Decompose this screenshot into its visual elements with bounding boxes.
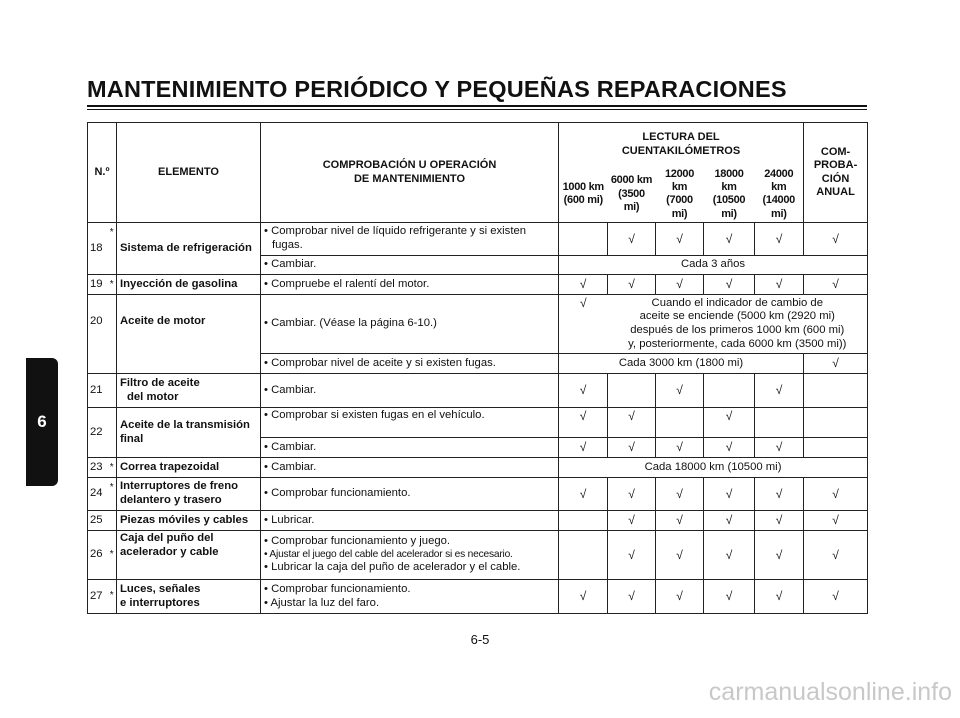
check-mark: √ bbox=[608, 531, 656, 580]
asterisk-empty bbox=[108, 408, 117, 458]
check-mark: √ bbox=[559, 295, 608, 354]
row-number: 18 bbox=[88, 223, 108, 275]
header-num: N.º bbox=[88, 123, 117, 223]
check-mark: √ bbox=[559, 438, 608, 458]
row-number: 19 bbox=[88, 275, 108, 295]
header-annual-line2: PROBA- bbox=[813, 159, 858, 172]
header-odometer-line2: CUENTAKILÓMETROS bbox=[621, 144, 741, 157]
asterisk: * bbox=[108, 458, 117, 478]
check-mark: √ bbox=[804, 354, 868, 374]
operation: • Comprobar funcionamiento. bbox=[261, 478, 559, 511]
check-mark: √ bbox=[804, 511, 868, 531]
header-annual-line4: ANUAL bbox=[816, 185, 855, 198]
operation: • Comprobar funcionamiento y juego. • Ajustar el juego del cable del acelerador si es necesario. • Lubricar la caja del puño de acelerador y el cable. bbox=[261, 531, 559, 580]
row-number: 21 bbox=[88, 374, 108, 408]
element-name: Sistema de refrigeración bbox=[117, 223, 261, 275]
check-mark: √ bbox=[608, 580, 656, 614]
element-name: Caja del puño del acelerador y cable bbox=[117, 531, 261, 580]
check-mark: √ bbox=[704, 580, 755, 614]
check-mark: √ bbox=[804, 531, 868, 580]
interval-note: Cada 3000 km (1800 mi) bbox=[559, 354, 804, 374]
header-km-2: 6000 km (3500 mi) bbox=[608, 167, 656, 223]
interval-note: Cuando el indicador de cambio de aceite se enciende (5000 km (2920 mi) después de los primeros 1000 km (600 mi) y, posteriormente, cada 6000 km (3500 mi)) bbox=[608, 295, 868, 354]
check-cell bbox=[804, 374, 868, 408]
check-cell bbox=[755, 408, 804, 438]
table-row bbox=[88, 478, 868, 511]
operation: • Comprobar nivel de líquido refrigerante y si existen fugas. bbox=[261, 223, 559, 256]
check-cell bbox=[804, 408, 868, 438]
element-name: Piezas móviles y cables bbox=[117, 511, 261, 531]
asterisk: * bbox=[108, 580, 117, 614]
check-mark: √ bbox=[608, 438, 656, 458]
asterisk-empty bbox=[108, 374, 117, 408]
check-cell bbox=[608, 374, 656, 408]
header-operation-line2: DE MANTENIMIENTO bbox=[353, 172, 466, 185]
check-mark: √ bbox=[704, 223, 755, 256]
check-mark: √ bbox=[656, 374, 704, 408]
row-number: 23 bbox=[88, 458, 108, 478]
check-mark: √ bbox=[755, 438, 804, 458]
check-mark: √ bbox=[804, 580, 868, 614]
header-odometer-line1: LECTURA DEL bbox=[642, 131, 720, 144]
element-name: Aceite de motor bbox=[117, 295, 261, 374]
element-name: Interruptores de freno delantero y trasero bbox=[117, 478, 261, 511]
check-cell bbox=[559, 223, 608, 256]
table-row bbox=[88, 223, 868, 256]
check-mark: √ bbox=[704, 275, 755, 295]
title-rule bbox=[87, 105, 867, 107]
check-mark: √ bbox=[755, 223, 804, 256]
row-number: 26 bbox=[88, 531, 108, 580]
header-km-5: 24000 km (14000 mi) bbox=[755, 167, 804, 223]
check-mark: √ bbox=[559, 374, 608, 408]
operation: • Cambiar. (Véase la página 6-10.) bbox=[261, 295, 559, 354]
check-mark: √ bbox=[656, 223, 704, 256]
table-row bbox=[88, 408, 868, 438]
check-mark: √ bbox=[755, 531, 804, 580]
check-mark: √ bbox=[656, 531, 704, 580]
check-mark: √ bbox=[804, 478, 868, 511]
table-row bbox=[88, 275, 868, 295]
check-mark: √ bbox=[559, 275, 608, 295]
operation: • Comprobar si existen fugas en el vehículo. bbox=[261, 408, 559, 438]
check-mark: √ bbox=[656, 511, 704, 531]
check-mark: √ bbox=[704, 408, 755, 438]
header-operation-line1: COMPROBACIÓN U OPERACIÓN bbox=[322, 159, 497, 172]
header-km-4: 18000 km (10500 mi) bbox=[704, 167, 755, 223]
chapter-number: 6 bbox=[37, 412, 47, 431]
check-mark: √ bbox=[656, 580, 704, 614]
header-km-1: 1000 km (600 mi) bbox=[559, 167, 608, 223]
check-mark: √ bbox=[755, 374, 804, 408]
page-title: MANTENIMIENTO PERIÓDICO Y PEQUEÑAS REPARACIONES bbox=[87, 76, 787, 102]
row-number: 25 bbox=[88, 511, 108, 531]
maintenance-table bbox=[87, 122, 868, 614]
check-mark: √ bbox=[755, 275, 804, 295]
row-number: 27 bbox=[88, 580, 108, 614]
header-operation bbox=[261, 123, 559, 223]
check-cell bbox=[704, 374, 755, 408]
table-row bbox=[88, 458, 868, 478]
element-name: Aceite de la transmisión final bbox=[117, 408, 261, 458]
check-cell bbox=[804, 438, 868, 458]
interval-note: Cada 18000 km (10500 mi) bbox=[559, 458, 868, 478]
asterisk: * bbox=[108, 478, 117, 511]
check-mark: √ bbox=[656, 478, 704, 511]
chapter-tab bbox=[26, 358, 58, 486]
check-mark: √ bbox=[704, 438, 755, 458]
check-mark: √ bbox=[559, 478, 608, 511]
check-mark: √ bbox=[755, 580, 804, 614]
check-cell bbox=[656, 408, 704, 438]
check-mark: √ bbox=[704, 531, 755, 580]
header-annual-line3: CIÓN bbox=[821, 172, 850, 185]
row-number: 24 bbox=[88, 478, 108, 511]
operation: • Cambiar. bbox=[261, 458, 559, 478]
element-name: Correa trapezoidal bbox=[117, 458, 261, 478]
operation: • Comprobar funcionamiento. • Ajustar la luz del faro. bbox=[261, 580, 559, 614]
watermark: carmanualsonline.info bbox=[708, 678, 952, 706]
check-mark: √ bbox=[608, 275, 656, 295]
operation: • Comprobar nivel de aceite y si existen fugas. bbox=[261, 354, 559, 374]
check-mark: √ bbox=[704, 478, 755, 511]
row-number: 22 bbox=[88, 408, 108, 458]
check-mark: √ bbox=[559, 580, 608, 614]
page-number: 6-5 bbox=[470, 632, 490, 647]
check-mark: √ bbox=[804, 223, 868, 256]
asterisk-empty bbox=[108, 511, 117, 531]
operation: • Cambiar. bbox=[261, 256, 559, 275]
table-row bbox=[88, 531, 868, 580]
check-mark: √ bbox=[755, 511, 804, 531]
operation: • Lubricar. bbox=[261, 511, 559, 531]
header-odometer bbox=[559, 123, 804, 167]
table-row bbox=[88, 580, 868, 614]
operation: • Cambiar. bbox=[261, 374, 559, 408]
check-mark: √ bbox=[704, 511, 755, 531]
check-mark: √ bbox=[608, 408, 656, 438]
check-mark: √ bbox=[608, 478, 656, 511]
header-element: ELEMENTO bbox=[117, 123, 261, 223]
asterisk: * bbox=[108, 223, 117, 275]
title-rule-thin bbox=[87, 109, 867, 110]
element-name: Inyección de gasolina bbox=[117, 275, 261, 295]
operation: • Compruebe el ralentí del motor. bbox=[261, 275, 559, 295]
check-mark: √ bbox=[608, 511, 656, 531]
check-mark: √ bbox=[656, 438, 704, 458]
check-mark: √ bbox=[559, 408, 608, 438]
check-mark: √ bbox=[755, 478, 804, 511]
row-number: 20 bbox=[88, 295, 108, 374]
table-row bbox=[88, 511, 868, 531]
header-km-3: 12000 km (7000 mi) bbox=[656, 167, 704, 223]
check-mark: √ bbox=[804, 275, 868, 295]
check-mark: √ bbox=[608, 223, 656, 256]
header-annual-line1: COM- bbox=[820, 145, 851, 158]
table-row bbox=[88, 295, 868, 354]
interval-note: Cada 3 años bbox=[559, 256, 868, 275]
check-cell bbox=[559, 511, 608, 531]
check-mark: √ bbox=[656, 275, 704, 295]
header-annual bbox=[804, 123, 868, 223]
check-cell bbox=[559, 531, 608, 580]
element-name: Filtro de aceite del motor bbox=[117, 374, 261, 408]
operation: • Cambiar. bbox=[261, 438, 559, 458]
asterisk-empty bbox=[108, 295, 117, 374]
asterisk: * bbox=[108, 275, 117, 295]
element-name: Luces, señales e interruptores bbox=[117, 580, 261, 614]
table-row bbox=[88, 374, 868, 408]
asterisk: * bbox=[108, 531, 117, 580]
